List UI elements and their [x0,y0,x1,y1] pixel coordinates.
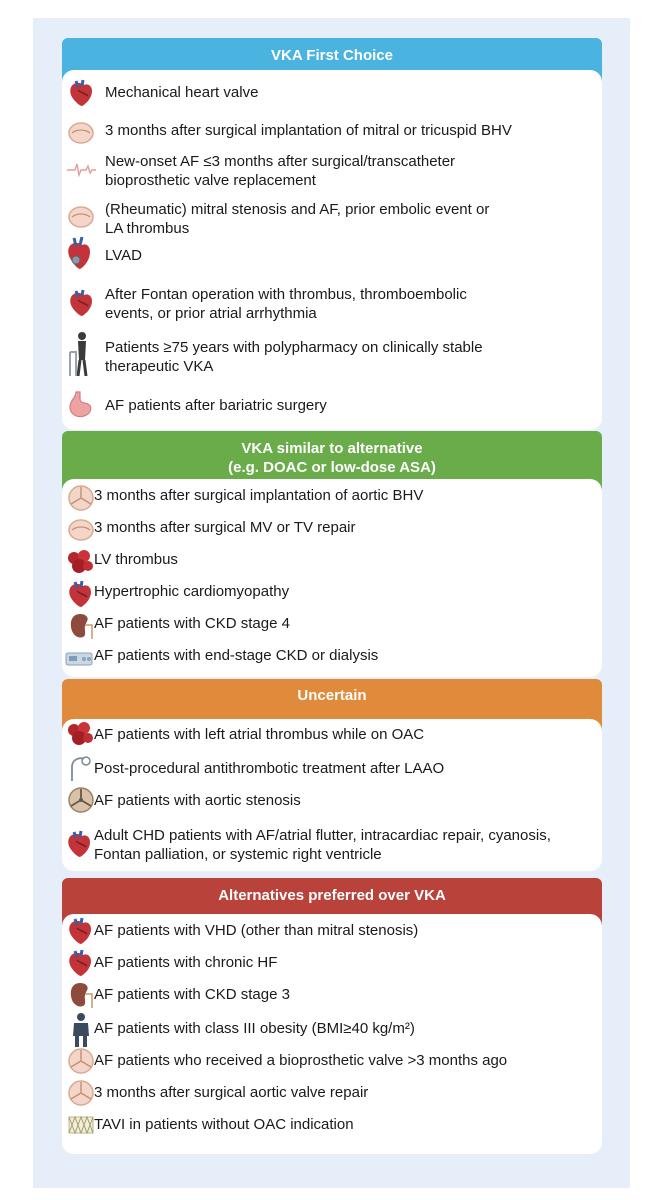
item-text: (Rheumatic) mitral stenosis and AF, prior embolic event or LA thrombus [105,201,490,237]
list-item-fontan-operation [62,283,602,323]
list-item-bariatric-surgery [62,390,602,424]
item-text: LV thrombus [94,551,178,568]
section-alternatives-preferred [62,878,602,1154]
list-item-rheumatic-mitral-stenosis [62,198,602,238]
item-text: AF patients with end-stage CKD or dialysis [94,647,379,664]
stomach-icon [66,390,96,420]
lvad-heart-icon [64,236,94,272]
item-text: New-onset AF ≤3 months after surgical/transcatheter bioprosthetic valve replacement [105,153,456,189]
list-item-ckd-stage-3 [62,980,602,1010]
list-item-laao [62,753,602,783]
item-text: TAVI in patients without OAC indication [94,1116,354,1133]
elderly-walker-icon [66,330,96,380]
heart-icon [65,948,95,978]
item-text: 3 months after surgical aortic valve repair [94,1084,369,1101]
aortic-valve-icon [66,483,96,513]
item-text: Adult CHD patients with AF/atrial flutter, intracardiac repair, cyanosis, Fontan palliation, or systemic right ventricle [94,827,551,863]
item-text: 3 months after surgical implantation of aortic BHV [94,487,424,504]
list-item-lv-thrombus [62,547,602,577]
heart-icon [66,78,96,108]
item-text: AF patients with CKD stage 3 [94,986,290,1003]
list-item-aortic-bhv [62,483,602,513]
item-text: AF patients with VHD (other than mitral stenosis) [94,922,419,939]
item-text: AF patients who received a bioprosthetic valve >3 months ago [94,1052,508,1069]
aortic-valve-icon [66,1078,96,1108]
thrombus-icon [65,719,95,749]
list-item-elderly-polypharmacy [62,330,602,380]
list-item-new-onset-af [62,150,602,190]
item-text: Mechanical heart valve [105,84,259,101]
thrombus-icon [65,547,95,577]
heart-icon [65,916,95,946]
obese-person-icon [66,1012,96,1048]
section-title: Alternatives preferred over VKA [218,887,446,904]
item-text: LVAD [105,247,142,264]
valve-leaflet-icon [66,515,96,545]
section-title: VKA similar to alternative (e.g. DOAC or low-dose ASA) [228,440,436,476]
section-vka-first-choice [62,38,602,430]
heart-icon [66,285,96,321]
item-text: AF patients with chronic HF [94,954,278,971]
kidney-icon [66,980,96,1010]
item-text: AF patients with class III obesity (BMI≥40 kg/m²) [94,1020,415,1037]
section-title: Uncertain [297,687,367,704]
item-text: AF patients with aortic stenosis [94,792,301,809]
laao-device-icon [66,753,96,783]
item-text: AF patients after bariatric surgery [105,397,327,414]
valve-leaflet-icon [66,118,96,148]
list-item-aortic-valve-repair [62,1078,602,1108]
list-item-chronic-hf [62,948,602,978]
dialysis-machine-icon [64,643,94,673]
list-item-aortic-stenosis [62,785,602,815]
item-text: AF patients with CKD stage 4 [94,615,290,632]
item-text: 3 months after surgical implantation of mitral or tricuspid BHV [105,122,512,139]
list-item-adult-chd [62,823,602,867]
ecg-icon [66,154,96,184]
item-text: Patients ≥75 years with polypharmacy on clinically stable therapeutic VKA [105,339,483,375]
tavi-stent-icon [66,1110,96,1140]
list-item-ckd-stage-4 [62,611,602,641]
list-item-vhd [62,916,602,946]
aortic-valve-icon [66,1046,96,1076]
section-uncertain [62,679,602,871]
list-item-lvad [62,236,602,272]
list-item-class-iii-obesity [62,1012,602,1048]
kidney-icon [66,611,96,641]
list-item-mitral-tricuspid-bhv [62,118,602,148]
list-item-mechanical-heart-valve [62,78,602,108]
valve-leaflet-icon [66,202,96,232]
heart-icon [64,825,94,863]
item-text: Post-procedural antithrombotic treatment after LAAO [94,760,445,777]
stenotic-valve-icon [66,785,96,815]
heart-icon [65,579,95,609]
list-item-end-stage-ckd [62,643,602,673]
list-item-hypertrophic-cardiomyopathy [62,579,602,609]
item-text: Hypertrophic cardiomyopathy [94,583,290,600]
item-text: 3 months after surgical MV or TV repair [94,519,356,536]
list-item-tavi [62,1110,602,1140]
item-text: AF patients with left atrial thrombus while on OAC [94,726,425,743]
item-text: After Fontan operation with thrombus, thromboembolic events, or prior atrial arrhythmia [105,286,467,322]
list-item-mv-tv-repair [62,515,602,545]
section-title: VKA First Choice [271,47,393,64]
list-item-left-atrial-thrombus [62,719,602,749]
list-item-bioprosthetic-valve [62,1046,602,1076]
section-vka-similar-to-alternative [62,431,602,676]
